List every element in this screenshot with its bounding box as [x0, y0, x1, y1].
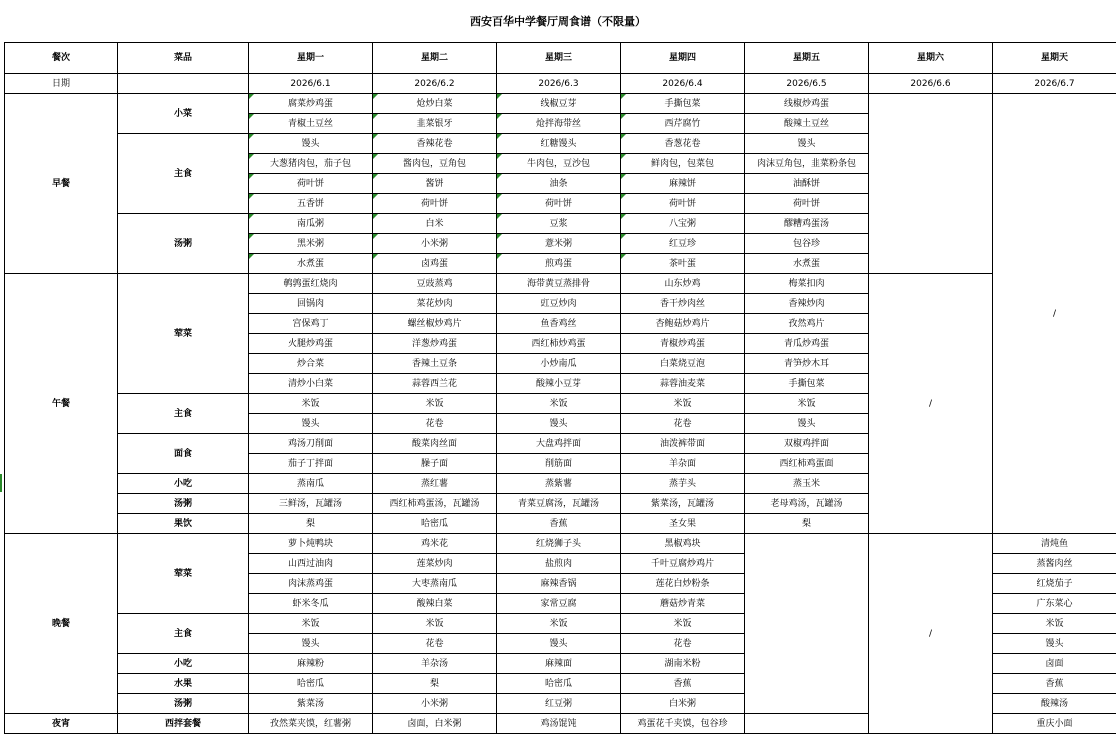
weekly-menu-table — [4, 42, 1116, 734]
menu-item: 米饭 — [373, 614, 497, 634]
menu-item: 蒸芋头 — [621, 474, 745, 494]
menu-item: 蒸酱肉丝 — [993, 554, 1116, 574]
menu-item: 鸡蛋花千夹馍，包谷珍 — [621, 714, 745, 734]
page-title: 西安百华中学餐厅周食谱（不限量） — [470, 15, 646, 28]
menu-item: 萝卜炖鸭块 — [249, 534, 373, 554]
menu-item: 鸡米花 — [373, 534, 497, 554]
menu-item: 肉沫蒸鸡蛋 — [249, 574, 373, 594]
menu-item: 山西过油肉 — [249, 554, 373, 574]
friday-empty — [745, 714, 869, 734]
menu-item: 八宝粥 — [621, 214, 745, 234]
menu-item: 清炒小白菜 — [249, 374, 373, 394]
menu-item: 宫保鸡丁 — [249, 314, 373, 334]
day-column-header: 星期四 — [621, 43, 745, 74]
category-label: 主食 — [118, 614, 249, 654]
menu-item: 孜然鸡片 — [745, 314, 869, 334]
menu-item: 小米粥 — [373, 234, 497, 254]
date-cell: 2026/6.3 — [497, 74, 621, 94]
menu-item: 花卷 — [621, 634, 745, 654]
menu-item: 白米 — [373, 214, 497, 234]
menu-item: 馒头 — [249, 134, 373, 154]
menu-item: 重庆小面 — [993, 714, 1116, 734]
meal-column-header: 餐次 — [5, 43, 118, 74]
menu-item: 香蕉 — [497, 514, 621, 534]
menu-item: 洋葱炒鸡蛋 — [373, 334, 497, 354]
date-cell: 2026/6.7 — [993, 74, 1116, 94]
menu-item: 红烧茄子 — [993, 574, 1116, 594]
menu-item: 蒜蓉油麦菜 — [621, 374, 745, 394]
category-label: 小吃 — [118, 474, 249, 494]
menu-item: 牛肉包，豆沙包 — [497, 154, 621, 174]
menu-item: 茶叶蛋 — [621, 254, 745, 274]
category-label: 汤粥 — [118, 214, 249, 274]
menu-item: 蒸南瓜 — [249, 474, 373, 494]
menu-item: 米饭 — [745, 394, 869, 414]
menu-item: 羊杂面 — [621, 454, 745, 474]
menu-item: 削筋面 — [497, 454, 621, 474]
menu-item: 肉沫豆角包，韭菜粉条包 — [745, 154, 869, 174]
menu-item: 大枣蒸南瓜 — [373, 574, 497, 594]
menu-item: 香蕉 — [621, 674, 745, 694]
menu-item: 包谷珍 — [745, 234, 869, 254]
menu-item: 酸菜肉丝面 — [373, 434, 497, 454]
menu-item: 鸡汤刀削面 — [249, 434, 373, 454]
menu-item: 豆豉蒸鸡 — [373, 274, 497, 294]
menu-item: 卤面 — [993, 654, 1116, 674]
day-column-header: 星期天 — [993, 43, 1116, 74]
category-label: 主食 — [118, 394, 249, 434]
menu-item: 青椒土豆丝 — [249, 114, 373, 134]
category-label: 面食 — [118, 434, 249, 474]
menu-item: 酱饼 — [373, 174, 497, 194]
category-label: 果饮 — [118, 514, 249, 534]
friday-empty — [745, 534, 869, 714]
menu-item: 湖南米粉 — [621, 654, 745, 674]
menu-item: 白菜烧豆泡 — [621, 354, 745, 374]
menu-item: 酸辣汤 — [993, 694, 1116, 714]
menu-item: 麻辣粉 — [249, 654, 373, 674]
menu-item: 韭菜银牙 — [373, 114, 497, 134]
menu-item: 酸辣白菜 — [373, 594, 497, 614]
menu-item: 麻辣香锅 — [497, 574, 621, 594]
menu-item: 蒸红薯 — [373, 474, 497, 494]
menu-item: 馒头 — [249, 414, 373, 434]
menu-item: 青瓜炒鸡蛋 — [745, 334, 869, 354]
menu-item: 家常豆腐 — [497, 594, 621, 614]
menu-item: 莲花白炒粉条 — [621, 574, 745, 594]
date-dish-empty — [118, 74, 249, 94]
menu-item: 紫菜汤，瓦罐汤 — [621, 494, 745, 514]
menu-item: 酸辣土豆丝 — [745, 114, 869, 134]
menu-item: 梨 — [249, 514, 373, 534]
menu-item: 蒸玉米 — [745, 474, 869, 494]
menu-item: 哈密瓜 — [373, 514, 497, 534]
menu-item: 鲜肉包，包菜包 — [621, 154, 745, 174]
menu-item: 大葱猪肉包，茄子包 — [249, 154, 373, 174]
menu-item: 红糖馒头 — [497, 134, 621, 154]
menu-item: 圣女果 — [621, 514, 745, 534]
menu-item: 薏米粥 — [497, 234, 621, 254]
category-label: 水果 — [118, 674, 249, 694]
saturday-empty — [869, 94, 993, 274]
menu-item: 哈密瓜 — [249, 674, 373, 694]
menu-item: 米饭 — [249, 614, 373, 634]
day-column-header: 星期二 — [373, 43, 497, 74]
menu-item: 西红柿炒鸡蛋 — [497, 334, 621, 354]
menu-item: 米饭 — [993, 614, 1116, 634]
section-lunch: 午餐 — [5, 274, 118, 534]
saturday-slash: / — [869, 274, 993, 534]
sunday-slash: / — [993, 94, 1116, 534]
day-column-header: 星期三 — [497, 43, 621, 74]
menu-item: 羊杂汤 — [373, 654, 497, 674]
menu-item: 梅菜扣肉 — [745, 274, 869, 294]
menu-item: 荷叶饼 — [621, 194, 745, 214]
menu-item: 鱼香鸡丝 — [497, 314, 621, 334]
menu-item: 线椒豆芽 — [497, 94, 621, 114]
menu-item: 红豆粥 — [497, 694, 621, 714]
menu-item: 白米粥 — [621, 694, 745, 714]
menu-item: 麻辣面 — [497, 654, 621, 674]
menu-item: 哈密瓜 — [497, 674, 621, 694]
menu-item: 红烧狮子头 — [497, 534, 621, 554]
date-cell: 2026/6.5 — [745, 74, 869, 94]
menu-item: 米饭 — [497, 394, 621, 414]
menu-item: 香蕉 — [993, 674, 1116, 694]
menu-item: 火腿炒鸡蛋 — [249, 334, 373, 354]
menu-item: 蒸紫薯 — [497, 474, 621, 494]
header-row — [5, 43, 1116, 74]
menu-item: 杏鲍菇炒鸡片 — [621, 314, 745, 334]
menu-item: 花卷 — [621, 414, 745, 434]
menu-item: 馒头 — [497, 414, 621, 434]
dish-column-header: 菜品 — [118, 43, 249, 74]
lunch-row — [5, 274, 1116, 294]
menu-item: 酱肉包，豆角包 — [373, 154, 497, 174]
menu-item: 馒头 — [745, 134, 869, 154]
menu-item: 线椒炒鸡蛋 — [745, 94, 869, 114]
menu-item: 馒头 — [745, 414, 869, 434]
category-label: 汤粥 — [118, 494, 249, 514]
menu-item: 香辣炒肉 — [745, 294, 869, 314]
menu-item: 豆浆 — [497, 214, 621, 234]
menu-item: 馒头 — [249, 634, 373, 654]
category-label: 荤菜 — [118, 274, 249, 394]
menu-item: 香干炒肉丝 — [621, 294, 745, 314]
menu-item: 鸡汤馄饨 — [497, 714, 621, 734]
menu-item: 莲菜炒肉 — [373, 554, 497, 574]
menu-item: 盐煎肉 — [497, 554, 621, 574]
menu-item: 五香饼 — [249, 194, 373, 214]
menu-item: 卤鸡蛋 — [373, 254, 497, 274]
menu-item: 小米粥 — [373, 694, 497, 714]
dinner-row — [5, 534, 1116, 554]
menu-item: 回锅肉 — [249, 294, 373, 314]
menu-item: 油泼裤带面 — [621, 434, 745, 454]
menu-item: 西红柿鸡蛋汤，瓦罐汤 — [373, 494, 497, 514]
menu-item: 老母鸡汤，瓦罐汤 — [745, 494, 869, 514]
date-cell: 2026/6.2 — [373, 74, 497, 94]
menu-item: 荷叶饼 — [745, 194, 869, 214]
category-label: 主食 — [118, 134, 249, 214]
menu-item: 千叶豆腐炒鸡片 — [621, 554, 745, 574]
date-cell: 2026/6.4 — [621, 74, 745, 94]
category-label: 西拌套餐 — [118, 714, 249, 734]
menu-item: 卤面，白米粥 — [373, 714, 497, 734]
menu-item: 炒合菜 — [249, 354, 373, 374]
date-cell: 2026/6.1 — [249, 74, 373, 94]
breakfast-row — [5, 94, 1116, 114]
menu-item: 小炒南瓜 — [497, 354, 621, 374]
menu-item: 米饭 — [249, 394, 373, 414]
menu-item: 大盘鸡拌面 — [497, 434, 621, 454]
menu-item: 酸辣小豆芽 — [497, 374, 621, 394]
menu-item: 紫菜汤 — [249, 694, 373, 714]
menu-item: 花卷 — [373, 414, 497, 434]
menu-item: 蘑菇炒青菜 — [621, 594, 745, 614]
menu-item: 荷叶饼 — [497, 194, 621, 214]
day-column-header: 星期一 — [249, 43, 373, 74]
menu-item: 炝拌海带丝 — [497, 114, 621, 134]
menu-item: 清炖鱼 — [993, 534, 1116, 554]
menu-item: 米饭 — [373, 394, 497, 414]
menu-item: 双椒鸡拌面 — [745, 434, 869, 454]
menu-item: 西红柿鸡蛋面 — [745, 454, 869, 474]
menu-item: 油条 — [497, 174, 621, 194]
menu-item: 螺丝椒炒鸡片 — [373, 314, 497, 334]
menu-item: 煎鸡蛋 — [497, 254, 621, 274]
menu-item: 虾米冬瓜 — [249, 594, 373, 614]
menu-item: 油酥饼 — [745, 174, 869, 194]
menu-item: 青菜豆腐汤，瓦罐汤 — [497, 494, 621, 514]
menu-item: 山东炒鸡 — [621, 274, 745, 294]
section-dinner: 晚餐 — [5, 534, 118, 714]
menu-item: 西芹腐竹 — [621, 114, 745, 134]
menu-item: 黑椒鸡块 — [621, 534, 745, 554]
menu-item: 臊子面 — [373, 454, 497, 474]
menu-item: 茄子丁拌面 — [249, 454, 373, 474]
menu-item: 三鲜汤，瓦罐汤 — [249, 494, 373, 514]
category-label: 小吃 — [118, 654, 249, 674]
menu-item: 花卷 — [373, 634, 497, 654]
category-label: 汤粥 — [118, 694, 249, 714]
category-label: 小菜 — [118, 94, 249, 134]
menu-item: 香葱花卷 — [621, 134, 745, 154]
menu-item: 鹌鹑蛋红烧肉 — [249, 274, 373, 294]
menu-item: 广东菜心 — [993, 594, 1116, 614]
menu-item: 梨 — [373, 674, 497, 694]
menu-item: 青椒炒鸡蛋 — [621, 334, 745, 354]
day-column-header: 星期六 — [869, 43, 993, 74]
menu-item: 水煮蛋 — [745, 254, 869, 274]
day-column-header: 星期五 — [745, 43, 869, 74]
menu-item: 蒜蓉西兰花 — [373, 374, 497, 394]
menu-item: 炝炒白菜 — [373, 94, 497, 114]
menu-item: 米饭 — [621, 394, 745, 414]
category-label: 荤菜 — [118, 534, 249, 614]
menu-item: 南瓜粥 — [249, 214, 373, 234]
menu-item: 馒头 — [497, 634, 621, 654]
menu-item: 荷叶饼 — [373, 194, 497, 214]
menu-item: 青笋炒木耳 — [745, 354, 869, 374]
date-row — [5, 74, 1116, 94]
menu-item: 手撕包菜 — [621, 94, 745, 114]
section-night: 夜宵 — [5, 714, 118, 734]
menu-item: 菜花炒肉 — [373, 294, 497, 314]
menu-item: 醪糟鸡蛋汤 — [745, 214, 869, 234]
menu-item: 豇豆炒肉 — [497, 294, 621, 314]
menu-item: 梨 — [745, 514, 869, 534]
menu-item: 米饭 — [621, 614, 745, 634]
menu-item: 红豆珍 — [621, 234, 745, 254]
menu-item: 麻辣饼 — [621, 174, 745, 194]
menu-item: 水煮蛋 — [249, 254, 373, 274]
saturday-slash: / — [869, 534, 993, 734]
menu-item: 香辣土豆条 — [373, 354, 497, 374]
menu-item: 米饭 — [497, 614, 621, 634]
date-cell: 2026/6.6 — [869, 74, 993, 94]
menu-item: 腐菜炒鸡蛋 — [249, 94, 373, 114]
menu-item: 香辣花卷 — [373, 134, 497, 154]
menu-item: 黑米粥 — [249, 234, 373, 254]
menu-item: 海带黄豆蒸排骨 — [497, 274, 621, 294]
menu-item: 馒头 — [993, 634, 1116, 654]
menu-item: 手撕包菜 — [745, 374, 869, 394]
section-breakfast: 早餐 — [5, 94, 118, 274]
menu-item: 荷叶饼 — [249, 174, 373, 194]
row-selection-marker — [0, 474, 2, 492]
date-label: 日期 — [5, 74, 118, 94]
menu-item: 孜然菜夹馍，红薯粥 — [249, 714, 373, 734]
